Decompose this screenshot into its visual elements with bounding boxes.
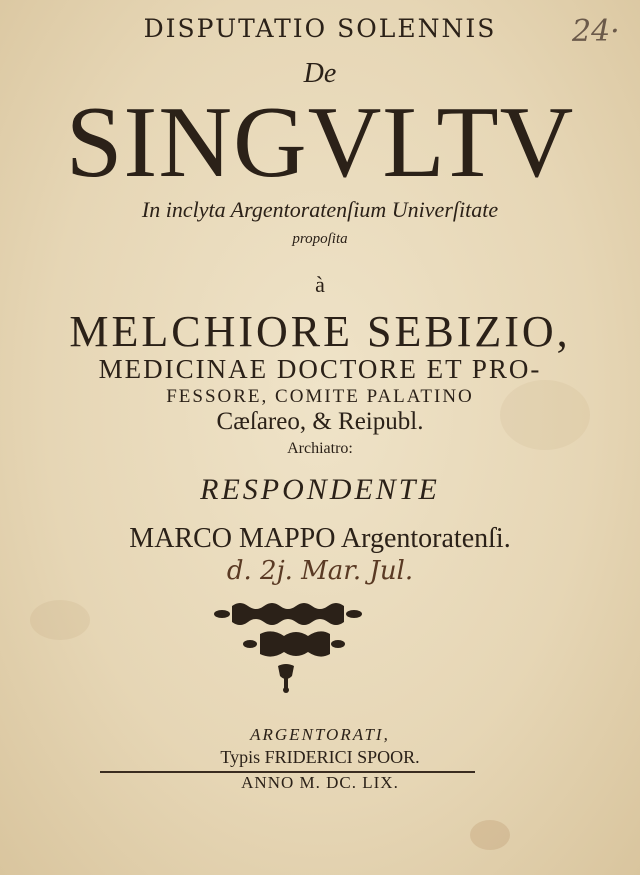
ornament-row-bottom [278, 664, 294, 693]
main-title: SINGVLTV [65, 86, 575, 199]
paper-stain [470, 820, 510, 850]
respondent-name: MARCO MAPPO Argentoratenſi. [129, 523, 511, 554]
author-title-line3: Cæſareo, & Reipubl. [216, 408, 424, 435]
handwritten-date: d. 2j. Mar. Jul. [226, 556, 414, 586]
ornament-row-middle [243, 631, 345, 656]
imprint-place: ARGENTORATI, [250, 725, 390, 744]
printer-ornament-icon [0, 596, 640, 696]
author-title-line1: MEDICINAE DOCTORE ET PRO- [98, 354, 542, 384]
heading-disputatio: DISPUTATIO SOLENNIS [143, 14, 497, 43]
author-title-line2: FESSORE, COMITE PALATINO [166, 386, 474, 407]
corner-note: 24· [572, 14, 620, 49]
subtitle-inclyta: In inclyta Argentoratenſium Univerſitate [141, 197, 499, 222]
imprint-year: ANNO M. DC. LIX. [241, 773, 399, 792]
respondente-heading: RESPONDENTE [200, 473, 440, 506]
subtitle-proposita: propoſita [292, 231, 348, 247]
author-name: MELCHIORE SEBIZIO, [69, 307, 571, 356]
text-a: à [315, 272, 325, 297]
imprint-printer: Typis FRIDERICI SPOOR. [220, 747, 420, 767]
heading-de: De [303, 58, 337, 89]
ornament-row-top [214, 603, 362, 625]
author-title-line4: Archiatro: [287, 440, 353, 457]
